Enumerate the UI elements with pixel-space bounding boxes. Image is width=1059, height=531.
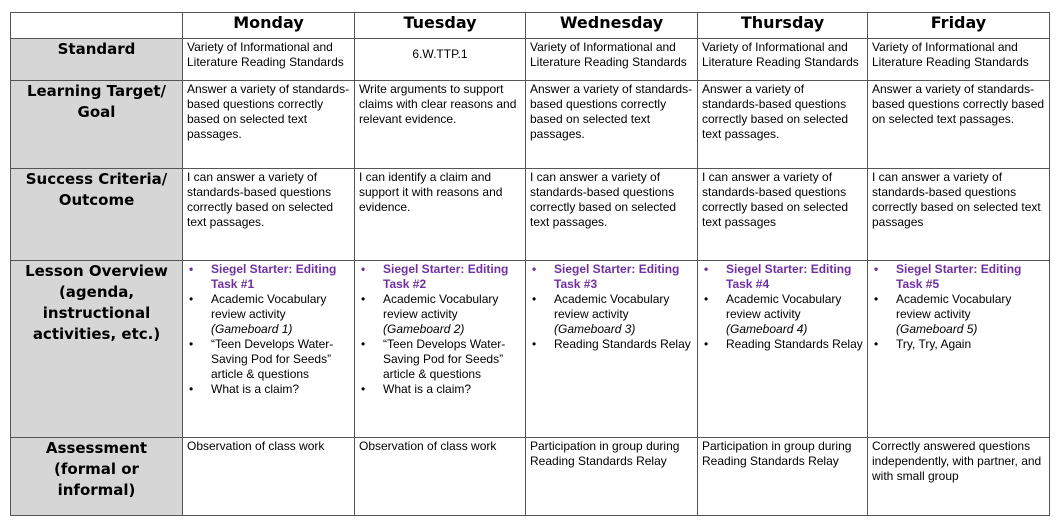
- vocabulary-text: Academic Vocabulary review activity: [211, 292, 327, 321]
- success-criteria-tuesday: I can identify a claim and support it with reasons and evidence.: [355, 169, 526, 261]
- article-item: • “Teen Develops Water-Saving Pod for Seeds” article & questions: [187, 337, 350, 382]
- day-header-row: [11, 13, 1050, 39]
- gameboard-text: (Gameboard 1): [211, 322, 293, 336]
- assessment-label-line2: (formal or: [54, 460, 139, 478]
- success-criteria-label-line2: Outcome: [58, 191, 135, 209]
- lesson-overview-monday: [183, 261, 355, 438]
- try-again-item: • Try, Try, Again: [872, 337, 1045, 352]
- article-item: • “Teen Develops Water-Saving Pod for Seeds” article & questions: [359, 337, 521, 382]
- lesson-overview-row: [11, 261, 1050, 438]
- standard-row: [11, 39, 1050, 81]
- success-criteria-thursday: I can answer a variety of standards-based questions correctly based on selected text passages: [698, 169, 868, 261]
- learning-target-label-line1: Learning Target/: [26, 82, 167, 100]
- learning-target-wednesday: Answer a variety of standards-based questions correctly based on selected text passages.: [526, 81, 698, 169]
- success-criteria-friday: I can answer a variety of standards-based questions correctly based on selected text passages: [868, 169, 1050, 261]
- standard-tuesday: 6.W.TTP.1: [355, 39, 526, 81]
- lesson-overview-label-line2: (agenda,: [58, 283, 135, 301]
- siegel-starter-item: • Siegel Starter: Editing Task #5: [872, 262, 1045, 292]
- lesson-list: [530, 262, 693, 352]
- lesson-list: [702, 262, 863, 352]
- vocabulary-item: [359, 292, 521, 337]
- lesson-plan-table: [10, 12, 1050, 516]
- assessment-tuesday: Observation of class work: [355, 438, 526, 516]
- day-header-thursday: Thursday: [698, 13, 868, 39]
- standard-thursday: Variety of Informational and Literature Reading Standards: [698, 39, 868, 81]
- assessment-friday: Correctly answered questions independently, with partner, and with small group: [868, 438, 1050, 516]
- success-criteria-monday: I can answer a variety of standards-based questions correctly based on selected text passages.: [183, 169, 355, 261]
- lesson-overview-label-line3: instructional: [42, 304, 151, 322]
- learning-target-label: [11, 81, 183, 169]
- vocabulary-text: Academic Vocabulary review activity: [554, 292, 670, 321]
- vocabulary-item: [187, 292, 350, 337]
- standard-friday: Variety of Informational and Literature Reading Standards: [868, 39, 1050, 81]
- standard-monday: Variety of Informational and Literature Reading Standards: [183, 39, 355, 81]
- learning-target-monday: Answer a variety of standards-based questions correctly based on selected text passages.: [183, 81, 355, 169]
- assessment-row: [11, 438, 1050, 516]
- success-criteria-row: [11, 169, 1050, 261]
- lesson-overview-thursday: [698, 261, 868, 438]
- assessment-thursday: Participation in group during Reading Standards Relay: [698, 438, 868, 516]
- lesson-overview-wednesday: [526, 261, 698, 438]
- assessment-wednesday: Participation in group during Reading Standards Relay: [526, 438, 698, 516]
- success-criteria-label: [11, 169, 183, 261]
- claim-item: • What is a claim?: [187, 382, 350, 397]
- lesson-overview-tuesday: [355, 261, 526, 438]
- siegel-starter-item: • Siegel Starter: Editing Task #3: [530, 262, 693, 292]
- vocabulary-text: Academic Vocabulary review activity: [896, 292, 1012, 321]
- success-criteria-label-line1: Success Criteria/: [25, 170, 168, 188]
- lesson-list: [187, 262, 350, 397]
- siegel-starter-item: • Siegel Starter: Editing Task #1: [187, 262, 350, 292]
- vocabulary-item: [872, 292, 1045, 337]
- assessment-label-line1: Assessment: [45, 439, 148, 457]
- gameboard-text: (Gameboard 4): [726, 322, 808, 336]
- vocabulary-item: [702, 292, 863, 337]
- assessment-label: [11, 438, 183, 516]
- standard-wednesday: Variety of Informational and Literature Reading Standards: [526, 39, 698, 81]
- learning-target-label-line2: Goal: [77, 103, 116, 121]
- day-header-friday: Friday: [868, 13, 1050, 39]
- success-criteria-wednesday: I can answer a variety of standards-based questions correctly based on selected text passages.: [526, 169, 698, 261]
- gameboard-text: (Gameboard 3): [554, 322, 636, 336]
- assessment-label-line3: informal): [57, 481, 136, 499]
- lesson-list: [359, 262, 521, 397]
- assessment-monday: Observation of class work: [183, 438, 355, 516]
- day-header-monday: Monday: [183, 13, 355, 39]
- corner-cell: [11, 13, 183, 39]
- gameboard-text: (Gameboard 2): [383, 322, 465, 336]
- lesson-overview-label-line1: Lesson Overview: [25, 262, 168, 280]
- claim-item: • What is a claim?: [359, 382, 521, 397]
- standard-label: Standard: [11, 39, 183, 81]
- relay-item: • Reading Standards Relay: [530, 337, 693, 352]
- lesson-overview-label: [11, 261, 183, 438]
- learning-target-row: [11, 81, 1050, 169]
- learning-target-thursday: Answer a variety of standards-based questions correctly based on selected text passages.: [698, 81, 868, 169]
- siegel-starter-item: • Siegel Starter: Editing Task #2: [359, 262, 521, 292]
- vocabulary-text: Academic Vocabulary review activity: [383, 292, 499, 321]
- vocabulary-text: Academic Vocabulary review activity: [726, 292, 842, 321]
- learning-target-friday: Answer a variety of standards-based questions correctly based on selected text passages.: [868, 81, 1050, 169]
- learning-target-tuesday: Write arguments to support claims with clear reasons and relevant evidence.: [355, 81, 526, 169]
- vocabulary-item: [530, 292, 693, 337]
- lesson-overview-friday: [868, 261, 1050, 438]
- siegel-starter-item: • Siegel Starter: Editing Task #4: [702, 262, 863, 292]
- day-header-tuesday: Tuesday: [355, 13, 526, 39]
- relay-item: • Reading Standards Relay: [702, 337, 863, 352]
- day-header-wednesday: Wednesday: [526, 13, 698, 39]
- lesson-list: [872, 262, 1045, 352]
- lesson-overview-label-line4: activities, etc.): [32, 325, 161, 343]
- gameboard-text: (Gameboard 5): [896, 322, 978, 336]
